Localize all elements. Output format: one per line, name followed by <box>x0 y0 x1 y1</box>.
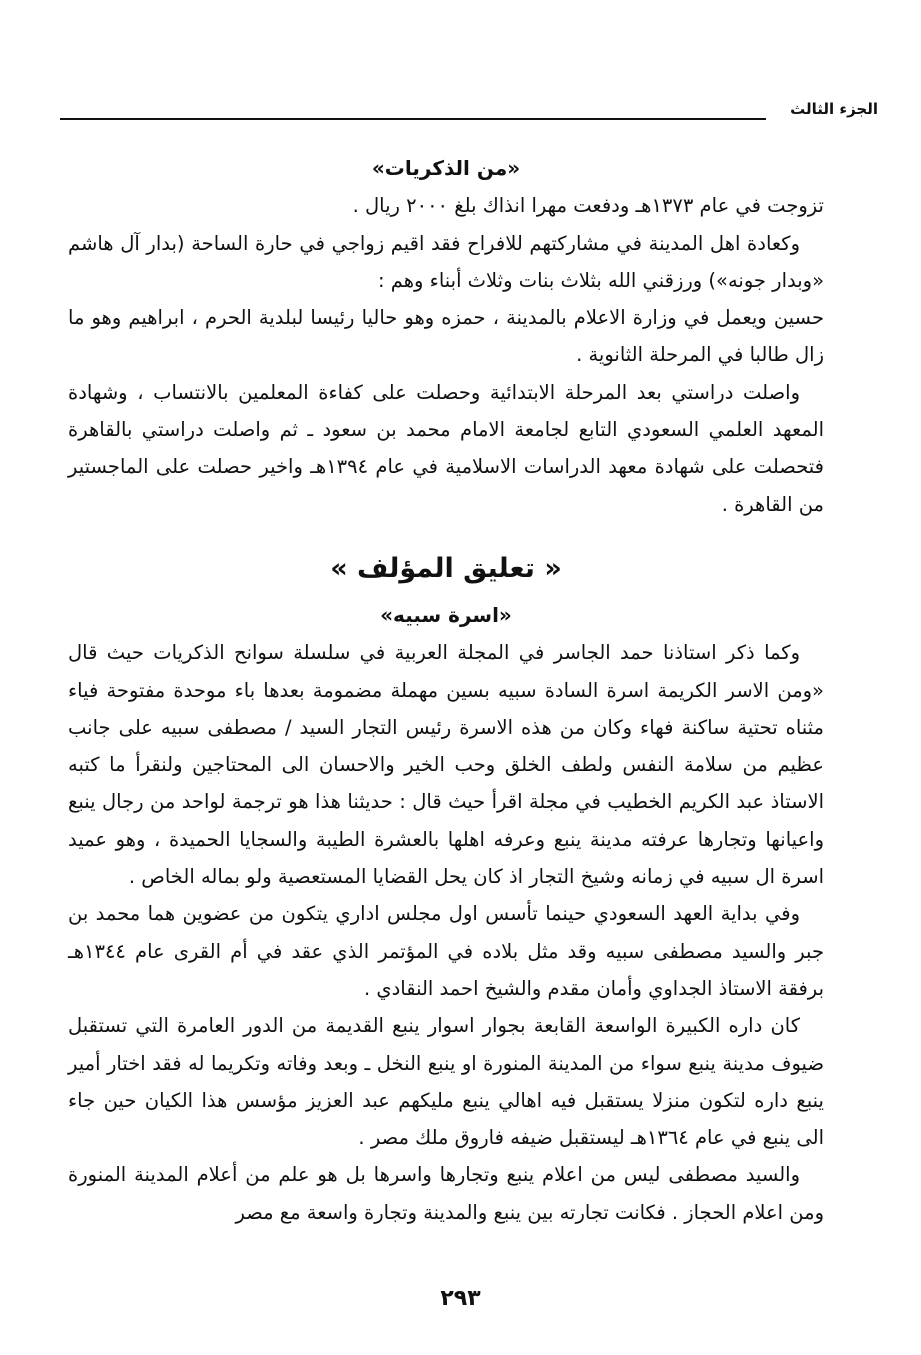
paragraph: وكعادة اهل المدينة في مشاركتهم للافراح فقد اقيم زواجي في حارة الساحة (بدار آل هاشم «وبدار جونه») ورزقني الله بثلاث بنات وثلاث أبناء وهم : <box>68 231 824 292</box>
running-header-title: الجزء الثالث <box>790 100 878 118</box>
paragraph: تزوجت في عام ١٣٧٣هـ ودفعت مهرا انذاك بلغ ٢٠٠٠ ريال . <box>352 194 824 218</box>
paragraph: والسيد مصطفى ليس من اعلام ينبع وتجارها واسرها بل هو علم من أعلام المدينة المنورة ومن اعلام الحجاز . فكانت تجارته بين ينبع والمدينة وتجارة واسعة مع مصر <box>68 1163 824 1224</box>
paragraph: وكما ذكر استاذنا حمد الجاسر في المجلة العربية في سلسلة سوانح الذكريات حيث قال «ومن الاسر الكريمة اسرة السادة سبيه بسين مهملة مضمومة بعدها باء موحدة مفتوحة فياء مثناه تحتية ساكنة فهاء وكان من هذه الاسرة رئيس التجار السيد / مصطفى سبيه على جانب عظيم من سلامة النفس ولطف الخلق وحب الخير والاحسان الى المحتاجين ولنقرأ ما كتبه الاستاذ عبد الكريم الخطيب في مجلة اقرأ حيث قال : حديثنا هذا هو ترجمة لواحد من رجال ينبع واعيانها وتجارها عرفته مدينة ينبع وعرفه اهلها بالعشرة الطيبة والسجايا الحميدة ، وهو عميد اسرة ال سبيه في زمانه وشيخ التجار اذ كان يحل القضايا المستعصية ولو بماله الخاص . <box>68 641 824 889</box>
author-comment-heading: « تعليق المؤلف » <box>330 552 562 584</box>
family-subheading: «اسرة سبيه» <box>380 602 512 627</box>
paragraph: وفي بداية العهد السعودي حينما تأسس اول مجلس اداري يتكون من عضوين هما محمد بن جبر والسيد مصطفى سبيه وقد مثل بلاده في المؤتمر الذي عقد في أم القرى عام ١٣٤٤هـ برفقة الاستاذ الجداوي وأمان مقدم والشيخ احمد النقادي . <box>68 902 824 1000</box>
memories-heading: «من الذكريات» <box>371 156 521 180</box>
running-header <box>60 94 878 124</box>
paragraph: حسين ويعمل في وزارة الاعلام بالمدينة ، حمزه وهو حاليا رئيسا لبلدية الحرم ، ابراهيم وهو ما زال طالبا في المرحلة الثانوية . <box>68 306 824 367</box>
page-body <box>68 150 824 1231</box>
paragraph: واصلت دراستي بعد المرحلة الابتدائية وحصلت على كفاءة المعلمين بالانتساب ، وشهادة المعهد العلمي السعودي التابع لجامعة الامام محمد بن سعود ـ ثم واصلت دراستي بالقاهرة فتحصلت على شهادة معهد الدراسات الاسلامية في عام ١٣٩٤هـ واخير حصلت على الماجستير من القاهرة . <box>68 380 824 516</box>
section-spacer <box>68 523 824 547</box>
header-rule <box>60 118 766 120</box>
page-number: ٢٩٣ <box>440 1286 481 1311</box>
paragraph: كان داره الكبيرة الواسعة القابعة بجوار اسوار ينبع القديمة من الدور العامرة التي تستقبل ضيوف مدينة ينبع سواء من المدينة المنورة او ينبع النخل ـ وبعد وفاته وتكريما له فقد اختار أمير ينبع داره لتكون منزلا يستقبل فيه اهالي ينبع مليكهم عبد العزيز مؤسس هذا الكيان حين جاء الى ينبع في عام ١٣٦٤هـ ليستقبل ضيفه فاروق ملك مصر . <box>68 1014 824 1150</box>
